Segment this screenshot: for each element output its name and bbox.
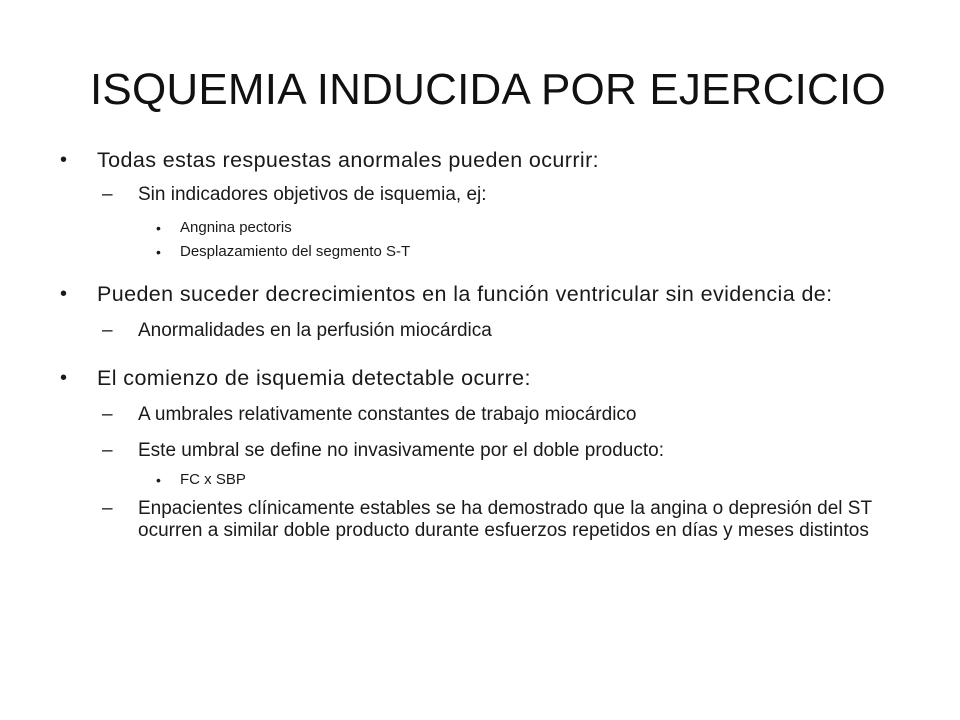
slide-body bbox=[60, 148, 900, 542]
sub-bullet-2-1 bbox=[60, 320, 900, 342]
dash-icon: – bbox=[102, 404, 113, 425]
bullet-dot-icon: • bbox=[156, 244, 161, 260]
sub-sub-bullet-3-2-1 bbox=[60, 470, 900, 490]
bullet-text: Todas estas respuestas anormales pueden ocurrir: bbox=[97, 148, 600, 172]
sub-bullet-text: Enpacientes clínicamente estables se ha demostrado que la angina o depresión del ST ocurren a similar doble producto durante esfuerzos repetidos en días y meses distintos bbox=[138, 498, 872, 541]
bullet-3 bbox=[60, 366, 900, 390]
sub-bullet-text: Este umbral se define no invasivamente por el doble producto: bbox=[138, 440, 664, 461]
slide-title: ISQUEMIA INDUCIDA POR EJERCICIO bbox=[90, 65, 886, 114]
sub-sub-bullet-1-1-2 bbox=[60, 242, 900, 262]
sub-bullet-3-1 bbox=[60, 404, 900, 426]
bullet-2 bbox=[60, 282, 900, 306]
sub-sub-bullet-text: Angnina pectoris bbox=[180, 219, 292, 236]
bullet-text: Pueden suceder decrecimientos en la función ventricular sin evidencia de: bbox=[97, 282, 833, 306]
dash-icon: – bbox=[102, 440, 113, 461]
sub-sub-bullet-text: FC x SBP bbox=[180, 471, 246, 488]
dash-icon: – bbox=[102, 320, 113, 341]
bullet-1 bbox=[60, 148, 900, 172]
sub-bullet-text: Anormalidades en la perfusión miocárdica bbox=[138, 320, 492, 341]
bullet-text: El comienzo de isquemia detectable ocurre: bbox=[97, 366, 531, 390]
bullet-dot-icon: • bbox=[156, 472, 161, 488]
sub-sub-bullet-text: Desplazamiento del segmento S-T bbox=[180, 243, 411, 260]
sub-bullet-1-1 bbox=[60, 184, 900, 206]
bullet-dot-icon: • bbox=[60, 367, 68, 389]
sub-bullet-3-3 bbox=[60, 498, 900, 542]
dash-icon: – bbox=[102, 184, 113, 205]
bullet-dot-icon: • bbox=[60, 149, 68, 171]
dash-icon: – bbox=[102, 498, 113, 519]
sub-bullet-text: Sin indicadores objetivos de isquemia, ej: bbox=[138, 184, 487, 205]
bullet-dot-icon: • bbox=[156, 220, 161, 236]
sub-bullet-3-2 bbox=[60, 440, 900, 462]
bullet-dot-icon: • bbox=[60, 283, 68, 305]
sub-bullet-text: A umbrales relativamente constantes de trabajo miocárdico bbox=[138, 404, 637, 425]
sub-sub-bullet-1-1-1 bbox=[60, 218, 900, 238]
